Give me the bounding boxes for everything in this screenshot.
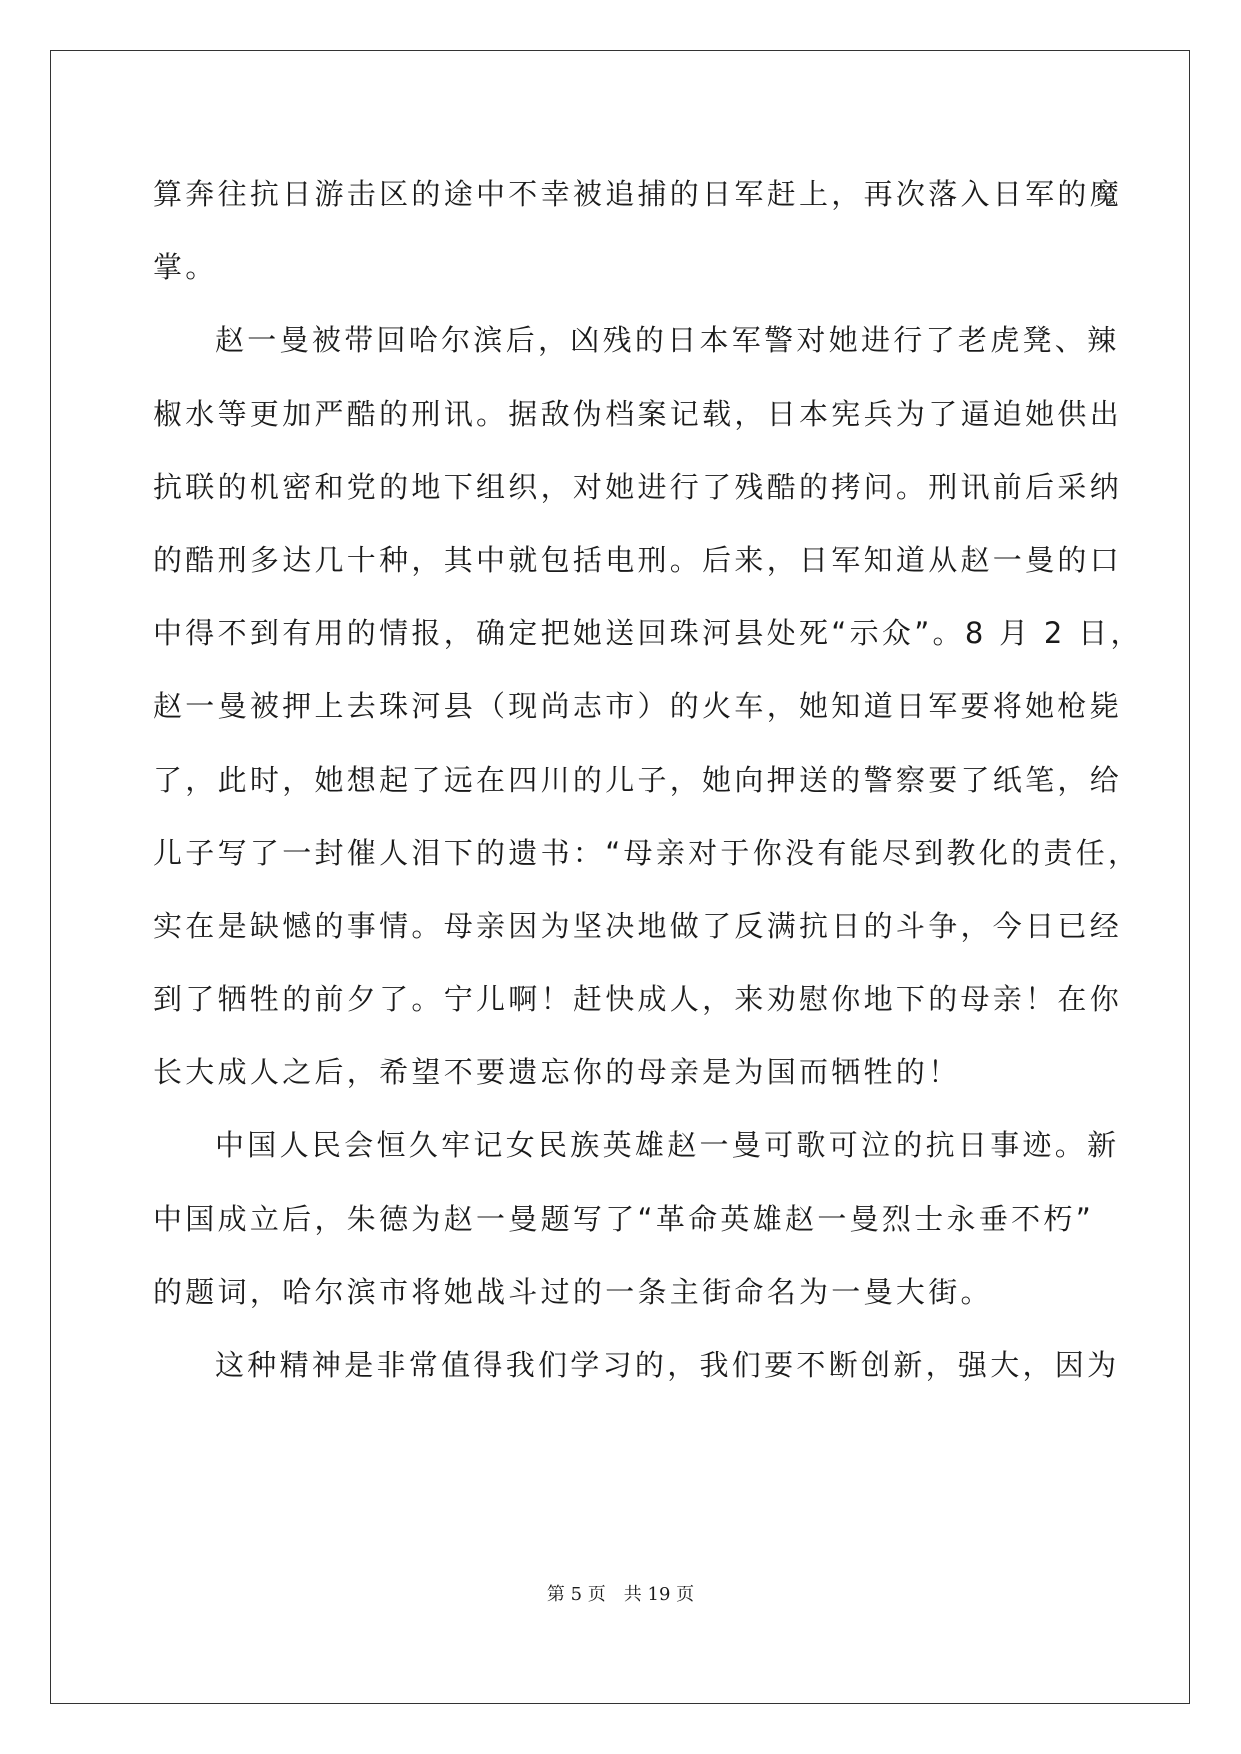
- text-line: 算奔往抗日游击区的途中不幸被追捕的日军赶上，再次落入日军的魔: [153, 177, 1123, 211]
- text-line: 掌。: [153, 250, 218, 285]
- text-line: 中国成立后，朱德为赵一曼题写了“革命英雄赵一曼烈士永垂不朽”: [153, 1201, 1095, 1236]
- text-line: 到了牺牲的前夕了。宁儿啊！赶快成人，来劝慰你地下的母亲！在你: [153, 982, 1123, 1017]
- text-line: 实在是缺憾的事情。母亲因为坚决地做了反满抗日的斗争，今日已经: [153, 908, 1123, 943]
- document-body: [153, 158, 1143, 1402]
- text-line: 抗联的机密和党的地下组织，对她进行了残酷的拷问。刑讯前后采纳: [153, 469, 1123, 504]
- paragraph-start-line: 这种精神是非常值得我们学习的，我们要不断创新，强大，因为: [215, 1348, 1120, 1382]
- paragraph-start-line: 中国人民会恒久牢记女民族英雄赵一曼可歌可泣的抗日事迹。新: [215, 1128, 1120, 1163]
- text-line: 赵一曼被押上去珠河县（现尚志市）的火车，她知道日军要将她枪毙: [153, 689, 1123, 724]
- text-line: 的题词，哈尔滨市将她战斗过的一条主街命名为一曼大街。: [153, 1274, 993, 1309]
- text-line: 的酷刑多达几十种，其中就包括电刑。后来，日军知道从赵一曼的口: [153, 542, 1123, 577]
- text-line: 椒水等更加严酷的刑讯。据敌伪档案记载，日本宪兵为了逼迫她供出: [153, 396, 1123, 431]
- text-line: 中得不到有用的情报，确定把她送回珠河县处死“示众”。8 月 2 日，: [153, 616, 1143, 651]
- page-footer: [0, 1580, 1241, 1606]
- text-line: 儿子写了一封催人泪下的遗书：“母亲对于你没有能尽到教化的责任，: [153, 835, 1141, 870]
- paragraph-start-line: 赵一曼被带回哈尔滨后，凶残的日本军警对她进行了老虎凳、辣: [215, 323, 1120, 358]
- text-line: 长大成人之后，希望不要遗忘你的母亲是为国而牺牲的！: [153, 1055, 961, 1090]
- page-total: 共 19 页: [623, 1584, 695, 1605]
- text-line: 了，此时，她想起了远在四川的儿子，她向押送的警察要了纸笔，给: [153, 762, 1123, 797]
- page-number: 第 5 页: [546, 1584, 606, 1605]
